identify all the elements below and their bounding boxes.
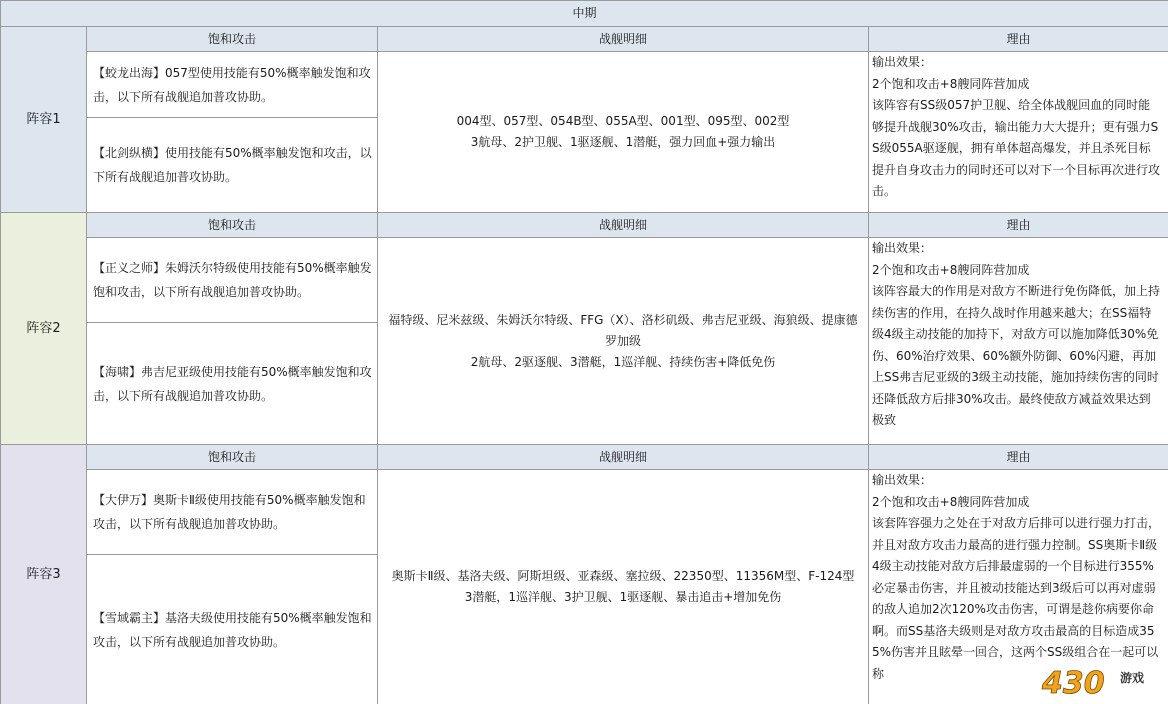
lineup-2-skill-2: 【海啸】弗吉尼亚级使用技能有50%概率触发饱和攻击，以下所有战舰追加普攻协助。 — [87, 323, 378, 445]
lineup-3-reason-bonus: 2个饱和攻击+8艘同阵营加成 — [872, 494, 1030, 509]
lineup-1-skill-1: 【蛟龙出海】057型使用技能有50%概率触发饱和攻击，以下所有战舰追加普攻协助。 — [87, 52, 378, 118]
lineup-1-reason-title: 输出效果： — [872, 55, 933, 69]
skill-column-header: 饱和攻击 — [87, 27, 378, 52]
lineup-3-skill-1: 【大伊万】奥斯卡Ⅱ级使用技能有50%概率触发饱和攻击，以下所有战舰追加普攻协助。 — [87, 470, 378, 555]
reason-column-header: 理由 — [869, 445, 1168, 470]
lineup-3-skill-2: 【雪域霸主】基洛夫级使用技能有50%概率触发饱和攻击，以下所有战舰追加普攻协助。 — [87, 555, 378, 704]
lineup-1-label: 阵容1 — [1, 27, 87, 213]
lineup-2-ships — [378, 238, 869, 445]
lineup-2-reason-bonus: 2个饱和攻击+8艘同阵营加成 — [872, 262, 1030, 277]
reason-column-header: 理由 — [869, 213, 1168, 238]
lineup-1-reason — [869, 52, 1168, 213]
lineup-3-reason-detail: 该套阵容强力之处在于对敌方后排可以进行强力打击，并且对敌方攻击力最高的进行强力控制。SS奥斯卡Ⅱ级4级主动技能对敌方后排最虚弱的一个目标进行355%必定暴击伤害，并且被动技能达到3级后可以再对虚弱的敌人追加2次120%攻击伤害，可谓是趁你病要你命啊。而SS基洛夫级则是对敌方攻击最高的目标造成355%伤害并且眩晕一回合，这两个SS级组合在一起可以称 — [872, 516, 1161, 681]
lineup-3-reason-title: 输出效果： — [872, 473, 933, 487]
ships-column-header: 战舰明细 — [378, 27, 869, 52]
lineup-3-label: 阵容3 — [1, 445, 87, 704]
lineup-2-label: 阵容2 — [1, 213, 87, 445]
lineup-1-ship-list: 004型、057型、054B型、055A型、001型、095型、002型 — [456, 114, 790, 128]
lineup-1-ships — [378, 52, 869, 213]
lineup-3-ship-list: 奥斯卡Ⅱ级、基洛夫级、阿斯坦级、亚森级、塞拉级、22350型、11356M型、F-124型 — [391, 569, 855, 583]
lineup-1-reason-detail: 该阵容有SS级057护卫舰、给全体战舰回血的同时能够提升战舰30%攻击，输出能力大大提升；更有强力SS级055A驱逐舰，拥有单体超高爆发，并且杀死目标提升自身攻击力的同时还可以对下一个目标再次进行攻击。 — [872, 98, 1161, 198]
lineup-1-reason-bonus: 2个饱和攻击+8艘同阵营加成 — [872, 76, 1030, 91]
ships-column-header: 战舰明细 — [378, 445, 869, 470]
ships-column-header: 战舰明细 — [378, 213, 869, 238]
lineup-2-reason-detail: 该阵容最大的作用是对敌方不断进行免伤降低，加上持续伤害的作用，在持久战时作用越来越大；在SS福特级4级主动技能的加持下，对敌方可以施加降低30%免伤、60%治疗效果、60%额外防御、60%闪避，再加上SS弗吉尼亚级的3级主动技能，施加持续伤害的同时还降低敌方后排30%攻击。最终使敌方减益效果达到极致 — [872, 284, 1161, 427]
lineup-2-reason — [869, 238, 1168, 445]
lineup-2-reason-title: 输出效果： — [872, 241, 933, 255]
lineup-1-ship-summary: 3航母、2护卫舰、1驱逐舰、1潜艇，强力回血+强力输出 — [470, 135, 776, 149]
skill-column-header: 饱和攻击 — [87, 445, 378, 470]
lineup-1-skill-2: 【北剑纵横】使用技能有50%概率触发饱和攻击，以下所有战舰追加普攻协助。 — [87, 118, 378, 213]
period-title: 中期 — [1, 1, 1168, 27]
lineup-2-skill-1: 【正义之师】朱姆沃尔特级使用技能有50%概率触发饱和攻击，以下所有战舰追加普攻协助。 — [87, 238, 378, 323]
lineup-2-ship-list: 福特级、尼米兹级、朱姆沃尔特级、FFG（X）、洛杉矶级、弗吉尼亚级、海狼级、提康德罗加级 — [388, 312, 858, 348]
watermark-label: 游戏 — [1120, 671, 1145, 685]
reason-column-header: 理由 — [869, 27, 1168, 52]
watermark-number: 430 — [1042, 666, 1105, 700]
lineup-2-ship-summary: 2航母、2驱逐舰、3潜艇，1巡洋舰、持续伤害+降低免伤 — [470, 354, 776, 369]
site-logo-watermark — [1036, 662, 1160, 700]
skill-column-header: 饱和攻击 — [87, 213, 378, 238]
lineup-3-ships — [378, 470, 869, 704]
lineup-3-ship-summary: 3潜艇，1巡洋舰、3护卫舰、1驱逐舰、暴击追击+增加免伤 — [464, 590, 782, 604]
